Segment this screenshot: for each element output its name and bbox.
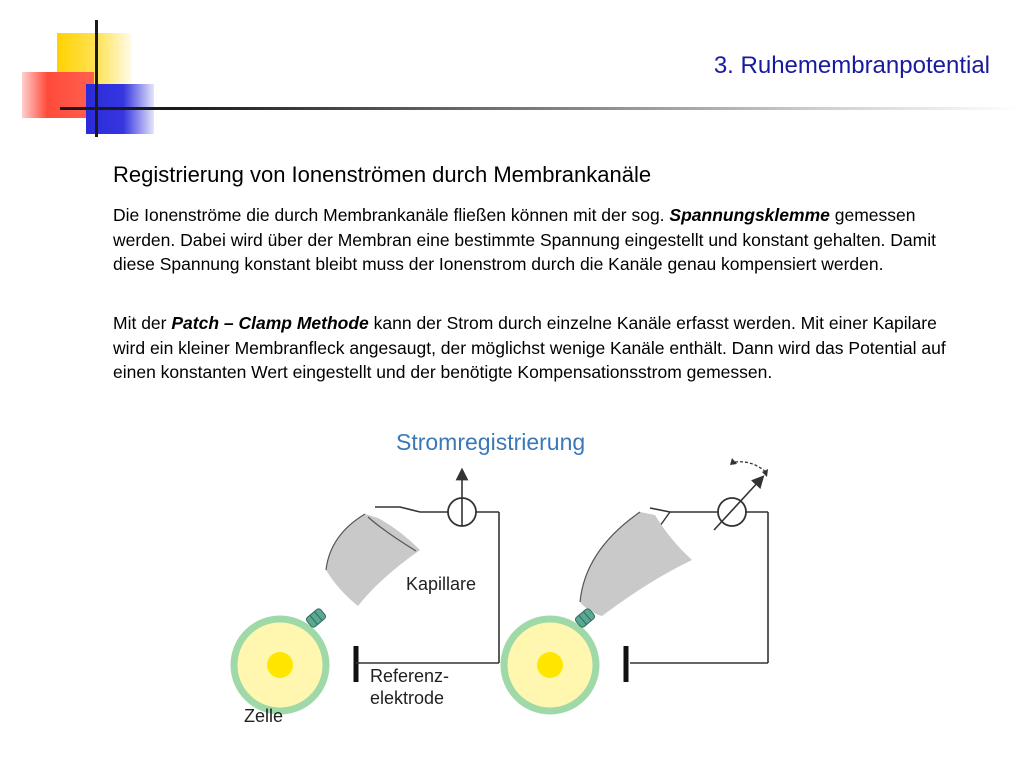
paragraph1-text-before: Die Ionenströme die durch Membrankanäle fließen können mit der sog. [113,205,670,225]
patch-clamp-diagram [230,420,790,740]
label-capillary: Kapillare [406,574,477,594]
paragraph-voltage-clamp [113,203,953,277]
slide-subtitle: Registrierung von Ionenströmen durch Membrankanäle [113,162,652,187]
left-wire-capillary [375,507,420,512]
right-setup [504,458,768,711]
figure-heading: Stromregistrierung [396,429,586,455]
paragraph2-text-after: kann der Strom durch einzelne Kanäle erfasst werden. Mit einer Kapilare wird ein kleiner Membranfleck angesaugt, der möglichst wenige Kanäle enthält. Dann wird das Potential auf einen konstanten Wert eingestellt und der benötigte Kompensationsstrom gemessen. [113,313,946,382]
patch-clamp-figure [230,420,790,740]
paragraph1-text-after: gemessen werden. Dabei wird über der Membran eine bestimmte Spannung eingestellt und konstant gehalten. Damit diese Spannung konstant bleibt muss der Ionenstrom durch die Kanäle genau kompensiert werden. [113,205,936,274]
right-nucleus [537,652,563,678]
paragraph2-text-before: Mit der [113,313,172,333]
left-setup [234,474,499,726]
left-nucleus [267,652,293,678]
paragraph1-emphasis: Spannungsklemme [669,205,830,225]
label-cell: Zelle [244,706,284,726]
paragraph-patch-clamp [113,311,953,385]
label-reference-line2: elektrode [370,688,445,708]
right-capillary [580,512,692,616]
logo-vertical-line [95,20,98,137]
label-reference-line1: Referenz- [370,666,450,686]
deflection-arrow-icon [735,462,766,472]
header-divider [60,107,1020,110]
paragraph2-emphasis: Patch – Clamp Methode [171,313,369,333]
slide-title: 3. Ruhemembranpotential [713,52,990,79]
logo-red-square [22,72,94,118]
